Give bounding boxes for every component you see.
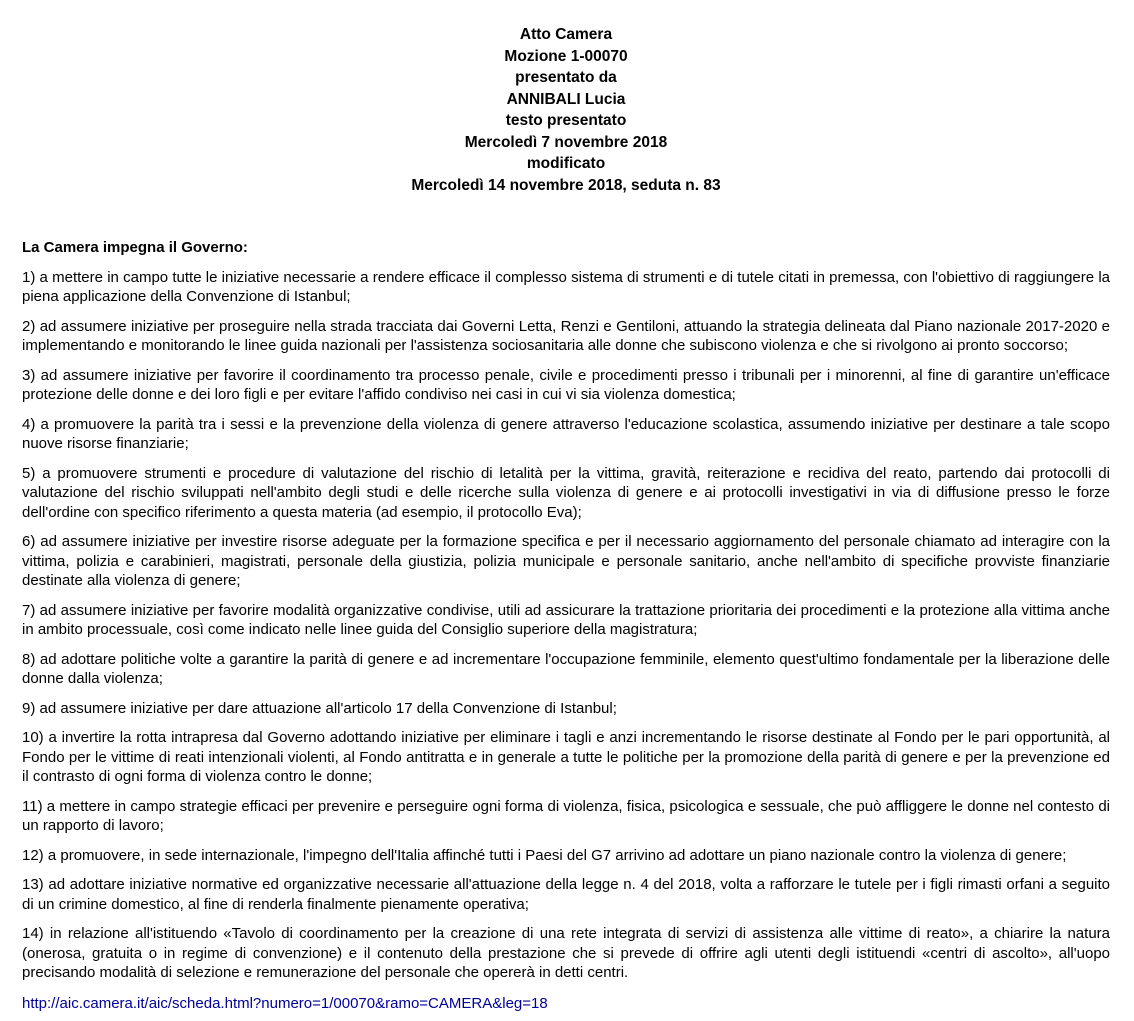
paragraph-list [22,268,1110,983]
motion-paragraph: 3) ad assumere iniziative per favorire il coordinamento tra processo penale, civile e procedimenti presso i tribunali per i minorenni, al fine di garantire un'efficace protezione delle donne e dei loro figli e per evitare l'affido condiviso nei casi in cui vi sia violenza domestica; [22,366,1110,403]
motion-paragraph: 14) in relazione all'istituendo «Tavolo di coordinamento per la creazione di una rete integrata di servizi di assistenza alle vittime di reato», a chiarire la natura (onerosa, gratuita o in regime di convenzione) e il contenuto della prestazione che si prevede di offrire agli utenti degli istituendi «centri di ascolto», all'uopo precisando modalità di selezione e remunerazione del personale che opererà in detti centri. [22,925,1110,981]
source-link[interactable]: http://aic.camera.it/aic/scheda.html?numero=1/00070&ramo=CAMERA&leg=18 [22,994,548,1012]
motion-paragraph: 10) a invertire la rotta intrapresa dal Governo adottando iniziative per eliminare i tagli e anzi incrementando le risorse destinate al Fondo per le pari opportunità, al Fondo per le vittime di reati intenzionali violenti, al Fondo antitratta e in generale a tutte le politiche per la promozione della parità di genere e per la prevenzione ed il contrasto di ogni forma di violenza contro le donne; [22,729,1110,785]
header-line: Atto Camera [519,26,613,43]
header-line: testo presentato [505,112,627,129]
motion-paragraph: 1) a mettere in campo tutte le iniziative necessarie a rendere efficace il complesso sistema di strumenti e di tutele citati in premessa, con l'obiettivo di raggiungere la piena applicazione della Convenzione di Istanbul; [22,268,1110,305]
motion-paragraph: 7) ad assumere iniziative per favorire modalità organizzative condivise, utili ad assicurare la trattazione prioritaria dei procedimenti e la protezione alla vittima anche in ambito processuale, così come indicato nelle linee guida del Consiglio superiore della magistratura; [22,601,1110,638]
motion-paragraph: 11) a mettere in campo strategie efficaci per prevenire e perseguire ogni forma di violenza, fisica, psicologica e sessuale, che può affliggere le donne nel contesto di un rapporto di lavoro; [22,797,1110,834]
header-line: Mozione 1-00070 [504,47,628,65]
motion-paragraph: 2) ad assumere iniziative per proseguire nella strada tracciata dai Governi Letta, Renzi e Gentiloni, attuando la strategia delineata dal Piano nazionale 2017-2020 e implementando e monitorando le linee guida nazionali per l'assistenza sociosanitaria alle donne che subiscono violenza e che si rivolgono ai pronto soccorso; [22,317,1110,354]
header-line: presentato da [515,69,617,86]
intro-heading: La Camera impegna il Governo: [22,239,248,256]
document-body [22,238,1110,1013]
header-line: ANNIBALI Lucia [506,90,626,108]
motion-paragraph: 9) ad assumere iniziative per dare attuazione all'articolo 17 della Convenzione di Istanbul; [22,699,617,717]
motion-paragraph: 8) ad adottare politiche volte a garantire la parità di genere e ad incrementare l'occupazione femminile, elemento quest'ultimo fondamentale per la liberazione delle donne dalla violenza; [22,650,1110,687]
motion-paragraph: 4) a promuovere la parità tra i sessi e la prevenzione della violenza di genere attraverso l'educazione scolastica, assumendo iniziative per destinare a tale scopo nuove risorse finanziarie; [22,415,1110,452]
document-header [22,24,1110,196]
motion-paragraph: 12) a promuovere, in sede internazionale, l'impegno dell'Italia affinché tutti i Paesi del G7 arrivino ad adottare un piano nazionale contro la violenza di genere; [22,846,1067,864]
header-line: Mercoledì 7 novembre 2018 [464,133,668,151]
motion-paragraph: 6) ad assumere iniziative per investire risorse adeguate per la formazione specifica e per il necessario aggiornamento del personale chiamato ad interagire con la vittima, polizia e carabinieri, magistrati, personale della giustizia, polizia municipale e personale sanitario, anche nell'ambito di specifiche provviste finanziarie destinate alla violenza di genere; [22,533,1110,589]
header-line: Mercoledì 14 novembre 2018, seduta n. 83 [411,176,721,194]
motion-paragraph: 13) ad adottare iniziative normative ed organizzative necessarie all'attuazione della legge n. 4 del 2018, volta a rafforzare le tutele per i figli rimasti orfani a seguito di un crimine domestico, al fine di renderla finalmente pienamente operativa; [22,876,1110,913]
motion-paragraph: 5) a promuovere strumenti e procedure di valutazione del rischio di letalità per la vittima, gravità, reiterazione e recidiva del reato, partendo dai protocolli di valutazione del rischio sviluppati nell'ambito degli studi e delle ricerche sulla violenza di genere e ai protocolli investigativi in via di diffusione presso le forze dell'ordine con specifico riferimento a questa materia (ad esempio, il protocollo Eva); [22,464,1110,521]
header-line: modificato [526,155,606,172]
